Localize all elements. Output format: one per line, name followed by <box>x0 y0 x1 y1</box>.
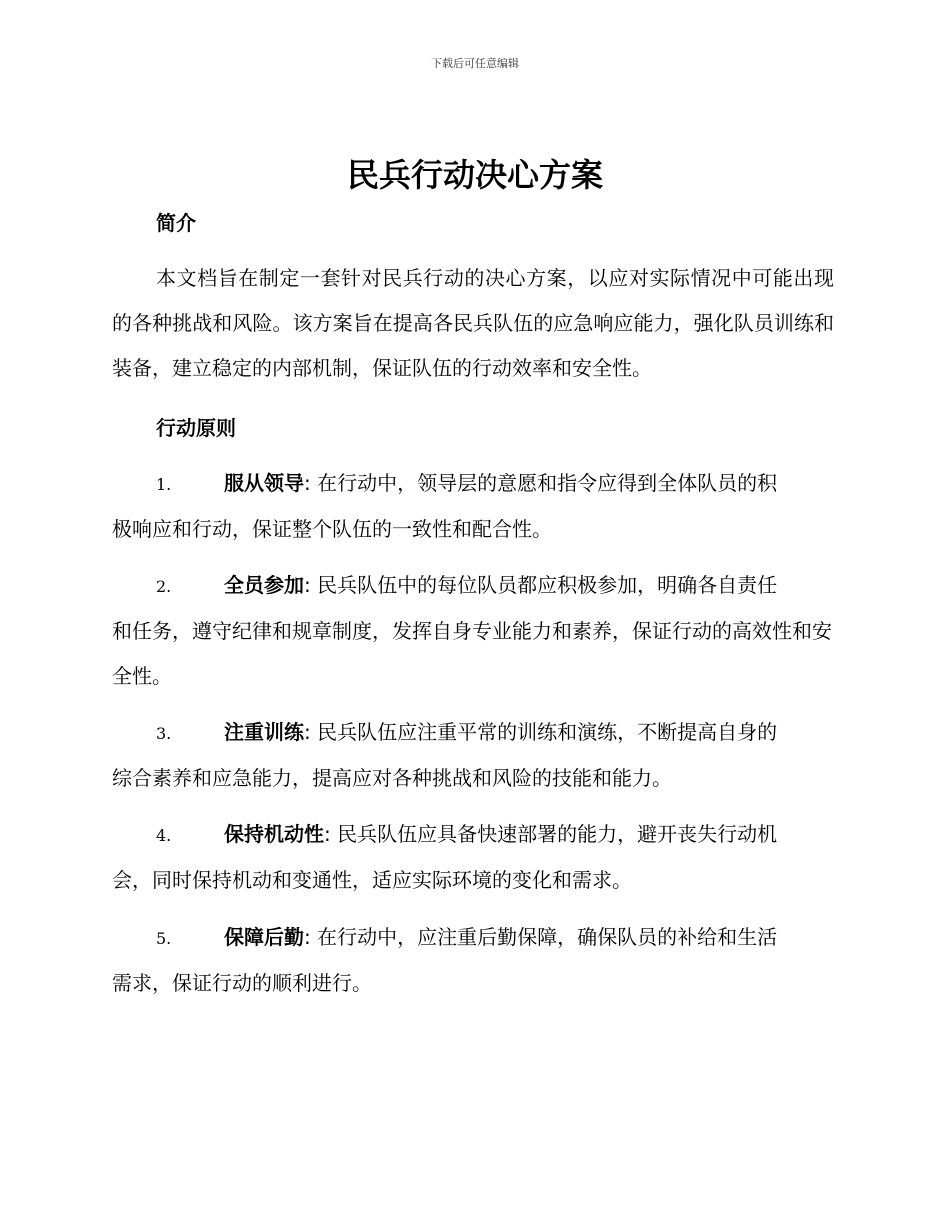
principle-item-4 <box>112 812 834 903</box>
header-note: 下载后可任意编辑 <box>431 57 519 70</box>
principle-item-5 <box>112 915 834 1006</box>
principle-item-text: 在行动中，领导层的意愿和指令应得到全体队员的积 <box>317 471 778 495</box>
principle-item-first-line <box>112 461 834 507</box>
principle-item-text: 在行动中，应注重后勤保障，确保队员的补给和生活 <box>317 925 778 949</box>
principle-item-term: 服从领导 <box>224 471 304 495</box>
document-title: 民兵行动决心方案 <box>346 156 603 194</box>
principle-item-2 <box>112 563 834 699</box>
principle-item-number: 3. <box>156 724 172 743</box>
principle-item-separator: : <box>304 573 311 597</box>
principle-item-text-rest: 需求，保证行动的顺利进行。 <box>112 971 372 995</box>
principle-item-separator: : <box>324 822 331 846</box>
principle-item-number: 5. <box>156 929 172 948</box>
principle-item-first-line <box>112 812 834 858</box>
principle-item-3 <box>112 710 834 801</box>
principle-item-first-line <box>112 915 834 961</box>
principle-item-text: 民兵队伍应注重平常的训练和演练，不断提高自身的 <box>317 720 778 744</box>
principle-item-text: 民兵队伍应具备快速部署的能力，避开丧失行动机 <box>337 822 778 846</box>
principle-item-first-line <box>112 710 834 756</box>
principle-item-text: 民兵队伍中的每位队员都应积极参加，明确各自责任 <box>317 573 778 597</box>
principle-item-number: 4. <box>156 826 172 845</box>
principle-item-1 <box>112 461 834 552</box>
principle-item-number: 1. <box>156 475 172 494</box>
principle-item-term: 保障后勤 <box>224 925 304 949</box>
principle-item-separator: : <box>304 720 311 744</box>
intro-paragraph: 本文档旨在制定一套针对民兵行动的决心方案，以应对实际情况中可能出现的各种挑战和风险。该方案旨在提高各民兵队伍的应急响应能力，强化队员训练和装备，建立稳定的内部机制，保证队伍的行动效率和安全性。 <box>112 266 834 380</box>
section-heading-intro: 简介 <box>156 211 196 235</box>
section-heading-principles: 行动原则 <box>156 416 236 440</box>
principle-item-separator: : <box>304 925 311 949</box>
principle-item-first-line <box>112 563 834 609</box>
principle-item-text-rest: 综合素养和应急能力，提高应对各种挑战和风险的技能和能力。 <box>112 766 672 790</box>
principle-item-text-rest: 和任务，遵守纪律和规章制度，发挥自身专业能力和素养，保证行动的高效性和安全性。 <box>112 619 832 688</box>
principle-item-term: 注重训练 <box>224 720 304 744</box>
principle-item-term: 保持机动性 <box>224 822 324 846</box>
principle-item-text-rest: 会，同时保持机动和变通性，适应实际环境的变化和需求。 <box>112 868 632 892</box>
principle-item-separator: : <box>304 471 311 495</box>
principle-item-text-rest: 极响应和行动，保证整个队伍的一致性和配合性。 <box>112 517 552 541</box>
principle-item-term: 全员参加 <box>224 573 304 597</box>
principle-item-number: 2. <box>156 577 172 596</box>
